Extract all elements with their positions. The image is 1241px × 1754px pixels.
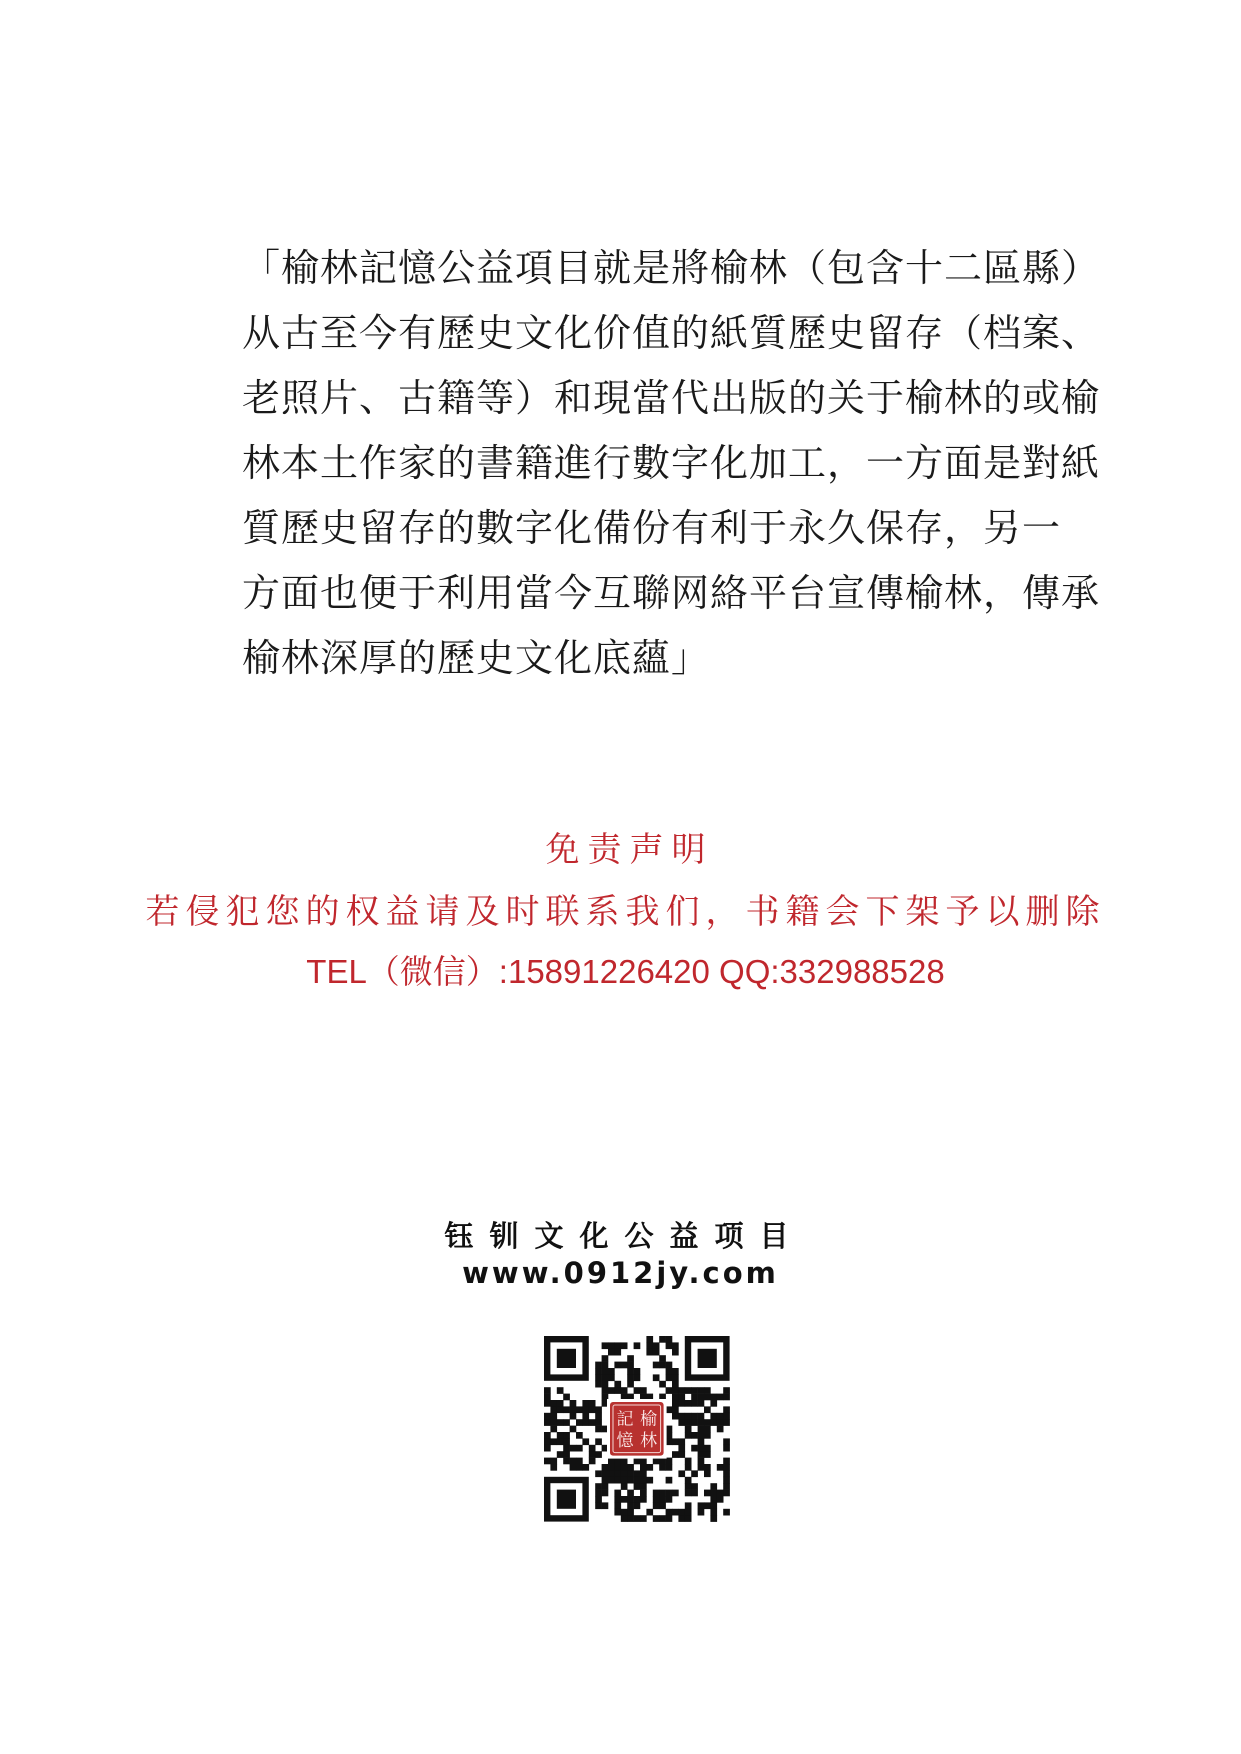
intro-line: 林本土作家的書籍進行數字化加工，一方面是對紙 bbox=[242, 441, 1101, 485]
intro-line: 老照片、古籍等）和現當代出版的关于榆林的或榆 bbox=[242, 376, 1101, 420]
intro-paragraph bbox=[242, 236, 1101, 691]
disclaimer-contact: TEL（微信）:15891226420 QQ:332988528 bbox=[306, 953, 945, 990]
intro-line: 「榆林記憶公益項目就是將榆林（包含十二區縣） bbox=[242, 246, 1101, 290]
intro-line: 从古至今有歷史文化价值的紙質歷史留存（档案、 bbox=[242, 311, 1101, 355]
svg-text:林: 林 bbox=[640, 1430, 658, 1451]
disclaimer bbox=[0, 830, 1241, 992]
qr-code-icon bbox=[544, 1336, 732, 1522]
footer-website-link[interactable]: www.0912jy.com bbox=[462, 1256, 779, 1290]
disclaimer-title: 免责声明 bbox=[545, 830, 714, 870]
svg-text:榆: 榆 bbox=[640, 1409, 658, 1430]
intro-line: 方面也便于利用當今互聯网絡平台宣傳榆林，傳承 bbox=[242, 571, 1101, 615]
svg-text:記: 記 bbox=[616, 1409, 634, 1430]
footer-org-name: 钰钏文化公益项目 bbox=[444, 1219, 805, 1253]
svg-text:憶: 憶 bbox=[616, 1430, 634, 1451]
disclaimer-text: 若侵犯您的权益请及时联系我们，书籍会下架予以删除 bbox=[145, 892, 1106, 932]
intro-line: 質歷史留存的數字化備份有利于永久保存，另一 bbox=[242, 506, 1062, 550]
footer bbox=[0, 1218, 1241, 1290]
intro-line: 榆林深厚的歷史文化底蘊」 bbox=[242, 636, 711, 680]
